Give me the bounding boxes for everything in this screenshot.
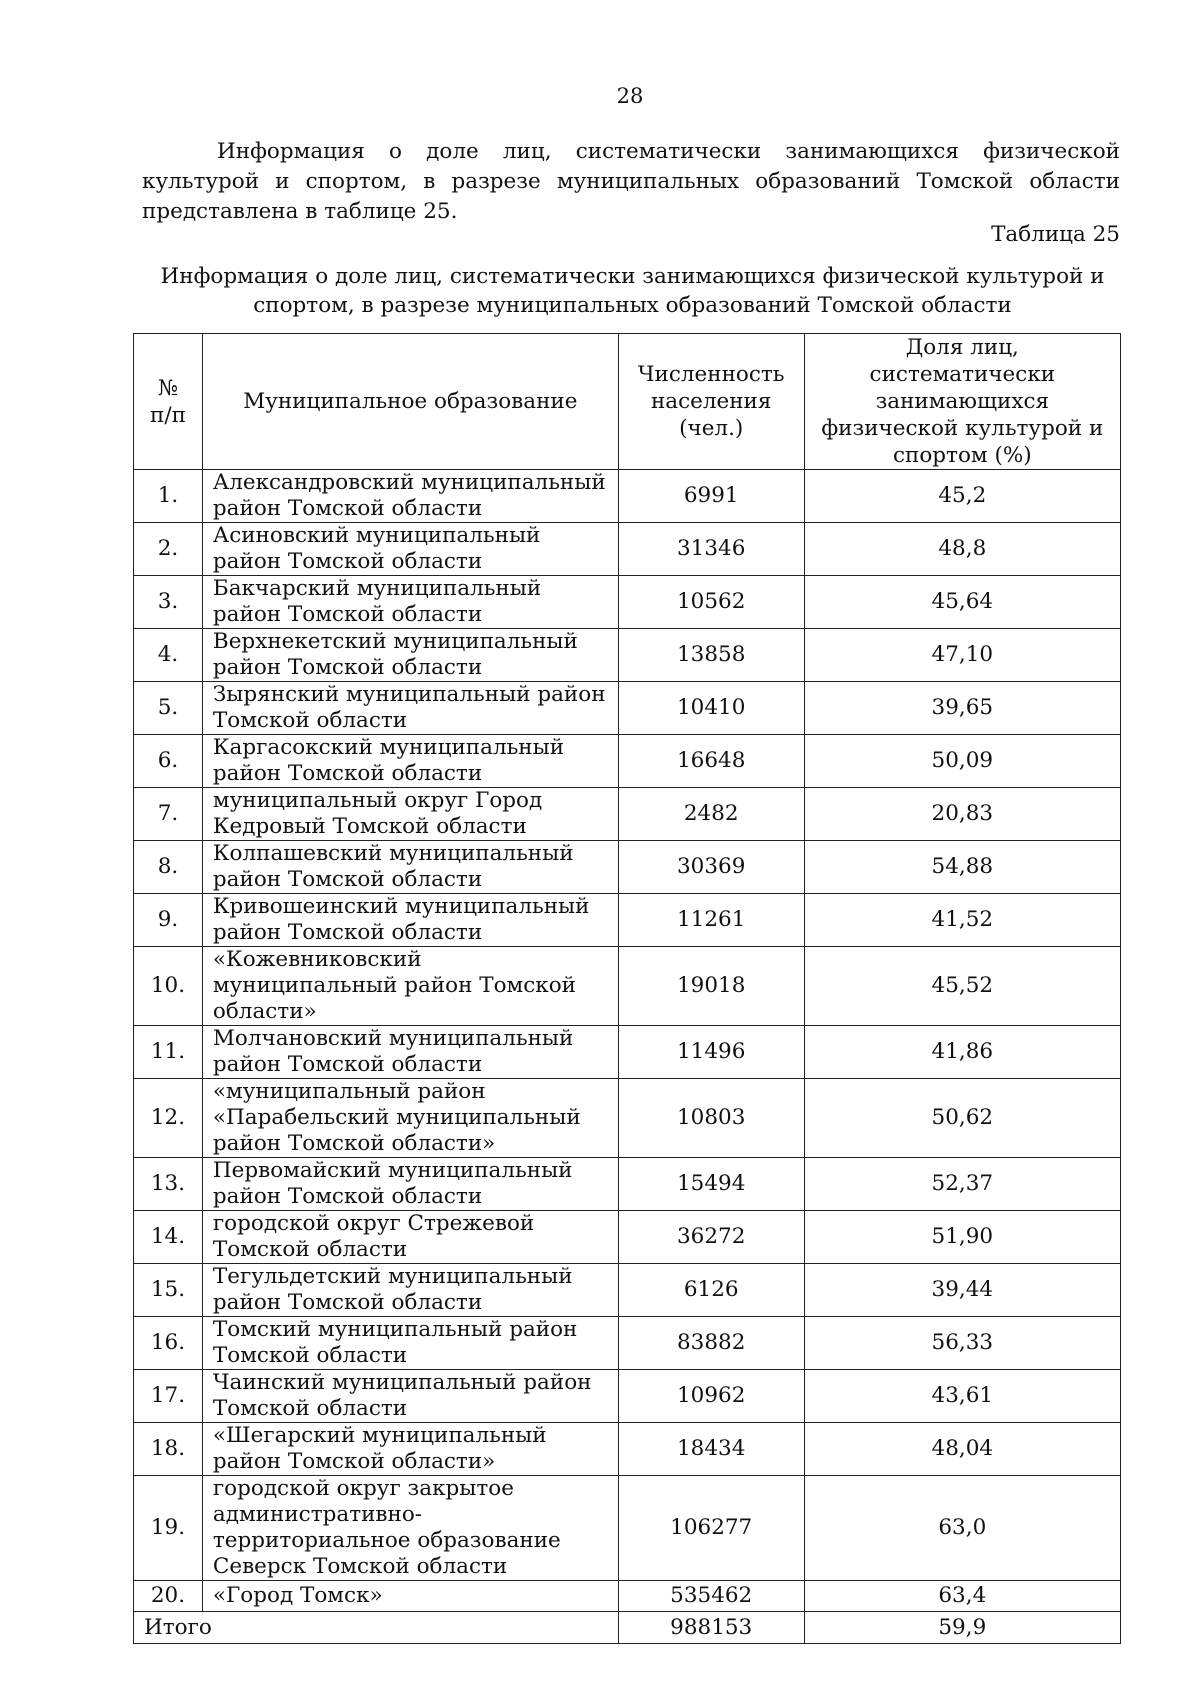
row-municipality: Александровский муниципальный район Томской области <box>202 470 618 523</box>
table-row <box>134 576 1121 629</box>
total-label: Итого <box>134 1612 619 1644</box>
row-municipality: Первомайский муниципальный район Томской области <box>202 1158 618 1211</box>
table-row <box>134 682 1121 735</box>
row-municipality: муниципальный округ Город Кедровый Томской области <box>202 788 618 841</box>
row-population: 83882 <box>618 1317 804 1370</box>
table-row <box>134 1317 1121 1370</box>
row-share: 56,33 <box>804 1317 1120 1370</box>
row-number: 3. <box>134 576 203 629</box>
row-population: 19018 <box>618 947 804 1026</box>
table-row <box>134 788 1121 841</box>
row-number: 5. <box>134 682 203 735</box>
row-share: 63,4 <box>804 1581 1120 1612</box>
table-row <box>134 523 1121 576</box>
row-population: 16648 <box>618 735 804 788</box>
row-municipality: Молчановский муниципальный район Томской области <box>202 1026 618 1079</box>
row-municipality: Асиновский муниципальный район Томской области <box>202 523 618 576</box>
row-share: 50,09 <box>804 735 1120 788</box>
total-population: 988153 <box>618 1612 804 1644</box>
table-row <box>134 1211 1121 1264</box>
row-population: 10562 <box>618 576 804 629</box>
row-municipality: Тегульдетский муниципальный район Томской области <box>202 1264 618 1317</box>
row-number: 17. <box>134 1370 203 1423</box>
row-municipality: Верхнекетский муниципальный район Томской области <box>202 629 618 682</box>
header-number: № п/п <box>134 334 203 470</box>
row-municipality: «Кожевниковский муниципальный район Томской области» <box>202 947 618 1026</box>
table-title: Информация о доле лиц, систематически занимающихся физической культурой и спортом, в разрезе муниципальных образований Томской области <box>160 264 1105 318</box>
row-municipality: Кривошеинский муниципальный район Томской области <box>202 894 618 947</box>
row-municipality: Зырянский муниципальный район Томской области <box>202 682 618 735</box>
row-share: 39,65 <box>804 682 1120 735</box>
table-total-row <box>134 1612 1121 1644</box>
row-number: 16. <box>134 1317 203 1370</box>
row-share: 47,10 <box>804 629 1120 682</box>
table-row <box>134 735 1121 788</box>
row-share: 39,44 <box>804 1264 1120 1317</box>
row-population: 36272 <box>618 1211 804 1264</box>
row-population: 11496 <box>618 1026 804 1079</box>
page-number: 28 <box>616 84 644 108</box>
row-number: 12. <box>134 1079 203 1158</box>
row-population: 10410 <box>618 682 804 735</box>
intro-paragraph: Информация о доле лиц, систематически занимающихся физической культурой и спортом, в разрезе муниципальных образований Томской области представлена в таблице 25. <box>142 139 1120 224</box>
table-label: Таблица 25 <box>991 222 1120 247</box>
row-share: 45,52 <box>804 947 1120 1026</box>
row-number: 11. <box>134 1026 203 1079</box>
table-row <box>134 894 1121 947</box>
row-number: 2. <box>134 523 203 576</box>
row-municipality: Чаинский муниципальный район Томской области <box>202 1370 618 1423</box>
row-share: 45,2 <box>804 470 1120 523</box>
row-share: 45,64 <box>804 576 1120 629</box>
row-share: 43,61 <box>804 1370 1120 1423</box>
row-population: 2482 <box>618 788 804 841</box>
row-municipality: Колпашевский муниципальный район Томской области <box>202 841 618 894</box>
row-number: 6. <box>134 735 203 788</box>
row-share: 54,88 <box>804 841 1120 894</box>
total-share: 59,9 <box>804 1612 1120 1644</box>
table-row <box>134 841 1121 894</box>
table-row <box>134 470 1121 523</box>
header-municipality: Муниципальное образование <box>202 334 618 470</box>
row-population: 6991 <box>618 470 804 523</box>
row-municipality: Бакчарский муниципальный район Томской области <box>202 576 618 629</box>
row-population: 15494 <box>618 1158 804 1211</box>
table-row <box>134 629 1121 682</box>
row-share: 20,83 <box>804 788 1120 841</box>
row-number: 1. <box>134 470 203 523</box>
row-municipality: «муниципальный район «Парабельский муниципальный район Томской области» <box>202 1079 618 1158</box>
row-municipality: «Шегарский муниципальный район Томской области» <box>202 1423 618 1476</box>
table-header-row <box>134 334 1121 470</box>
municipality-sports-table <box>133 333 1121 1644</box>
row-population: 13858 <box>618 629 804 682</box>
row-municipality: городской округ закрытое административно-территориальное образование Северск Томской области <box>202 1476 618 1581</box>
row-municipality: городской округ Стрежевой Томской области <box>202 1211 618 1264</box>
row-share: 48,04 <box>804 1423 1120 1476</box>
row-number: 20. <box>134 1581 203 1612</box>
row-share: 41,52 <box>804 894 1120 947</box>
row-population: 18434 <box>618 1423 804 1476</box>
header-share: Доля лиц, систематически занимающихся физической культурой и спортом (%) <box>804 334 1120 470</box>
row-municipality: Томский муниципальный район Томской области <box>202 1317 618 1370</box>
header-population: Численность населения (чел.) <box>618 334 804 470</box>
row-population: 31346 <box>618 523 804 576</box>
row-population: 6126 <box>618 1264 804 1317</box>
table-row <box>134 1079 1121 1158</box>
row-number: 19. <box>134 1476 203 1581</box>
table-row <box>134 947 1121 1026</box>
row-share: 48,8 <box>804 523 1120 576</box>
row-share: 63,0 <box>804 1476 1120 1581</box>
table-row <box>134 1423 1121 1476</box>
row-number: 7. <box>134 788 203 841</box>
row-number: 8. <box>134 841 203 894</box>
table-row <box>134 1264 1121 1317</box>
row-population: 30369 <box>618 841 804 894</box>
row-number: 9. <box>134 894 203 947</box>
table-row <box>134 1158 1121 1211</box>
row-number: 15. <box>134 1264 203 1317</box>
table-row <box>134 1026 1121 1079</box>
row-municipality: Каргасокский муниципальный район Томской области <box>202 735 618 788</box>
table-row <box>134 1581 1121 1612</box>
row-number: 18. <box>134 1423 203 1476</box>
row-population: 535462 <box>618 1581 804 1612</box>
row-share: 41,86 <box>804 1026 1120 1079</box>
row-number: 4. <box>134 629 203 682</box>
row-number: 10. <box>134 947 203 1026</box>
row-population: 10803 <box>618 1079 804 1158</box>
row-share: 52,37 <box>804 1158 1120 1211</box>
table-row <box>134 1370 1121 1423</box>
row-number: 14. <box>134 1211 203 1264</box>
row-population: 106277 <box>618 1476 804 1581</box>
row-population: 11261 <box>618 894 804 947</box>
row-number: 13. <box>134 1158 203 1211</box>
table-row <box>134 1476 1121 1581</box>
row-share: 50,62 <box>804 1079 1120 1158</box>
row-share: 51,90 <box>804 1211 1120 1264</box>
row-municipality: «Город Томск» <box>202 1581 618 1612</box>
row-population: 10962 <box>618 1370 804 1423</box>
